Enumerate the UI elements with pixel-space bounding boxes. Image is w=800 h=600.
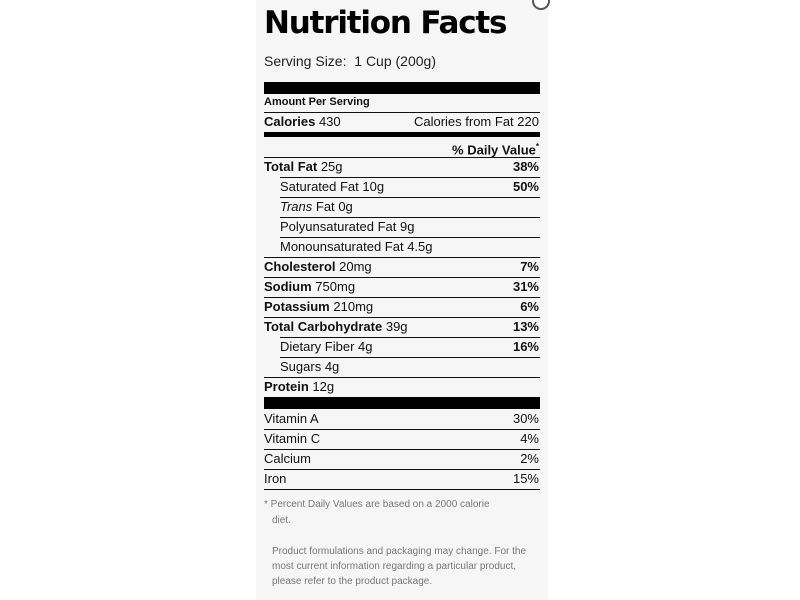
vitamin-row-vitamin-c (264, 429, 540, 449)
nutrient-amount: 12g (312, 379, 335, 394)
nutrient-row-polyunsaturated-fat (264, 217, 540, 237)
serving-size-label: Serving Size: (264, 53, 347, 69)
daily-value-marker: * (535, 142, 539, 151)
nutrient-row-sodium (264, 277, 540, 297)
calories-from-fat-value: 220 (517, 114, 539, 129)
packaging-disclaimer: Product formulations and packaging may change. For the most current information regarding a particular product, please refer to the product package. (272, 546, 527, 587)
vitamin-dv: 2% (520, 451, 539, 466)
calories-from-fat (414, 112, 539, 132)
nutrient-dv: 50% (512, 179, 539, 194)
nutrient-name: Total Carbohydrate (264, 319, 383, 334)
nutrient-amount: 10g (362, 179, 385, 194)
nutrient-row-sugars (264, 357, 540, 377)
nutrient-name: Sodium (264, 279, 312, 294)
footnote-line-1: * Percent Daily Values are based on a 2000 calorie (264, 499, 490, 510)
nutrient-amount: 9g (399, 219, 415, 234)
nutrient-amount: 210mg (333, 299, 374, 314)
nutrient-row-trans-fat (264, 197, 540, 217)
nutrient-name: Polyunsaturated Fat (280, 219, 397, 234)
nutrient-name: Total Fat (264, 159, 318, 174)
nutrient-amount: 39g (385, 319, 408, 334)
nutrient-amount: 4g (324, 359, 340, 374)
nutrient-row-dietary-fiber (264, 337, 540, 357)
footnote-line-2: diet. (272, 515, 291, 526)
vitamin-dv: 15% (512, 471, 539, 486)
vitamin-row-vitamin-a (264, 409, 540, 429)
nutrient-dv: 38% (512, 159, 539, 174)
nutrient-row-total-fat (264, 157, 540, 177)
vitamin-row-iron (264, 469, 540, 489)
vitamin-row-calcium (264, 449, 540, 469)
serving-size (264, 53, 436, 69)
nutrient-name: Saturated Fat (280, 179, 359, 194)
nutrient-name: Trans (280, 199, 313, 214)
amount-per-serving-row (264, 92, 540, 112)
nutrient-row-total-carbohydrate (264, 317, 540, 337)
calories-label: Calories (264, 114, 316, 129)
calories-row (264, 112, 540, 132)
nutrient-name: Monounsaturated Fat (280, 239, 404, 254)
nutrient-row-potassium (264, 297, 540, 317)
daily-value-header-row (264, 137, 540, 157)
thick-divider (264, 397, 540, 409)
nutrient-dv: 31% (512, 279, 539, 294)
nutrient-name: Cholesterol (264, 259, 336, 274)
nutrient-amount: 25g (320, 159, 343, 174)
vitamin-name: Iron (264, 471, 287, 486)
daily-value-header-text: % Daily Value (452, 142, 536, 158)
row-divider (264, 489, 540, 490)
serving-size-value: 1 Cup (200g) (354, 53, 436, 69)
nutrient-amount: 750mg (315, 279, 356, 294)
nutrient-name: Sugars (280, 359, 322, 374)
nutrient-dv: 16% (512, 339, 539, 354)
nutrient-name-suffix: Fat (315, 199, 335, 214)
nutrient-row-protein (264, 377, 540, 397)
daily-value-footnote (264, 497, 536, 529)
vitamin-dv: 4% (520, 431, 539, 446)
vitamin-name: Vitamin C (264, 431, 321, 446)
nutrient-name: Protein (264, 379, 309, 394)
nutrient-dv: 7% (520, 259, 539, 274)
amount-per-serving: Amount Per Serving (264, 96, 370, 108)
nutrient-name: Dietary Fiber (280, 339, 355, 354)
nutrient-amount: 4.5g (407, 239, 433, 254)
calories-from-fat-label: Calories from Fat (413, 114, 514, 129)
nutrient-amount: 4g (358, 339, 373, 354)
nutrient-dv: 13% (512, 319, 539, 334)
nutrient-amount: 0g (338, 199, 353, 214)
nutrient-name: Potassium (264, 299, 330, 314)
nutrient-row-saturated-fat (264, 177, 540, 197)
vitamin-name: Calcium (264, 451, 311, 466)
nutrient-row-cholesterol (264, 257, 540, 277)
nutrient-amount: 20mg (339, 259, 372, 274)
nutrient-dv: 6% (520, 299, 539, 314)
calories-text (264, 112, 341, 132)
vitamin-dv: 30% (512, 411, 539, 426)
page-title: Nutrition Facts (264, 5, 507, 41)
vitamin-name: Vitamin A (264, 411, 319, 426)
calories-value: 430 (318, 114, 341, 129)
nutrient-row-monounsaturated-fat (264, 237, 540, 257)
